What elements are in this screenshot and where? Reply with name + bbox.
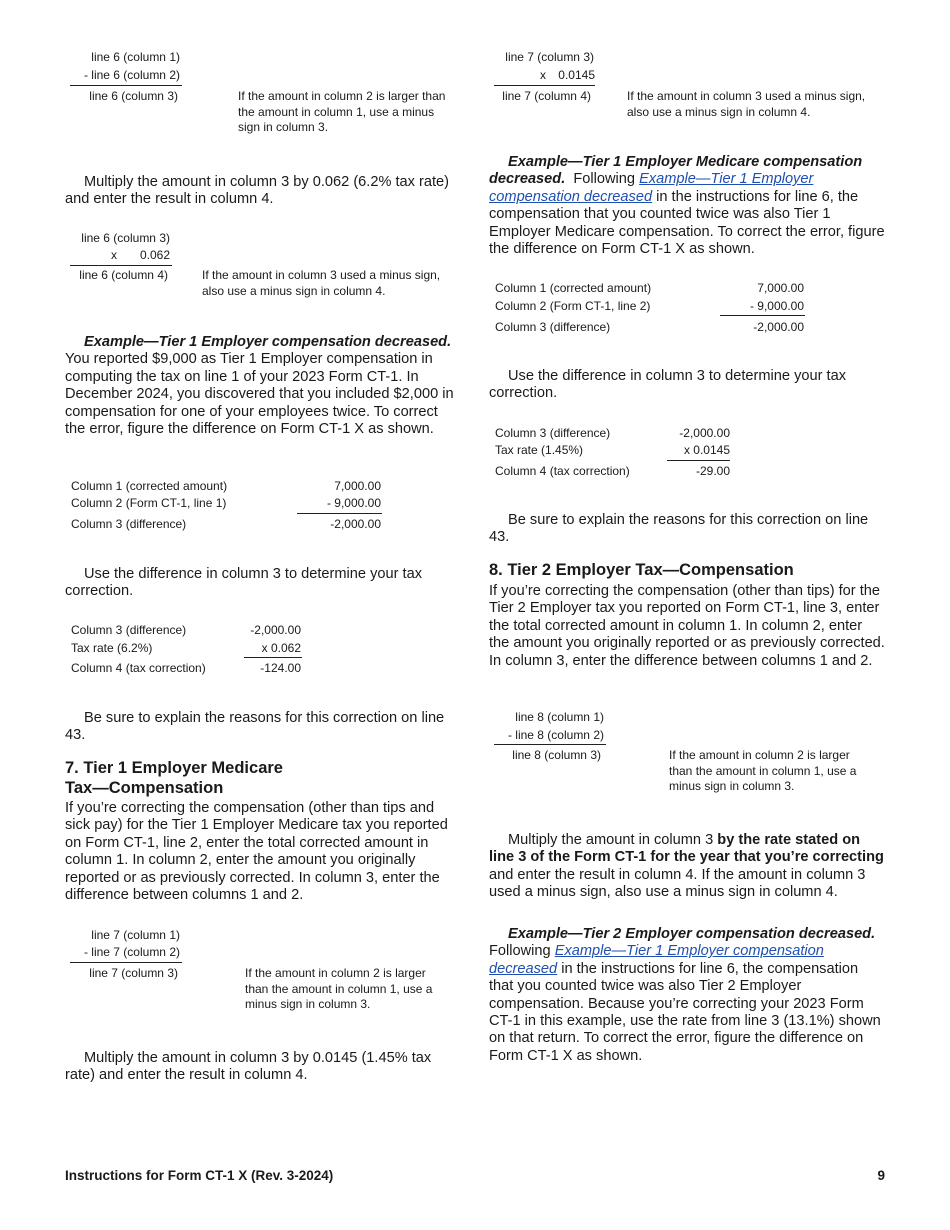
calc-line-3: line 8 (column 3) xyxy=(512,748,601,762)
divider xyxy=(70,85,182,86)
example-body: in the instructions for line 6, the compensation that you counted twice was also Tier 1 Employer Medicare compensation. To correct the error, figure the difference on Form CT-1 X as shown. xyxy=(489,188,885,258)
table-value: -29.00 xyxy=(695,464,730,478)
paragraph-multiply-7: Multiply the amount in column 3 by 0.0145 (1.45% tax rate) and enter the result in column 4. xyxy=(65,1050,432,1084)
table-label: Tax rate (6.2%) xyxy=(71,641,153,655)
calc-line-3: line 6 (column 3) xyxy=(89,89,178,103)
calc-multiply-sign: x xyxy=(111,248,117,262)
divider xyxy=(720,315,805,316)
table-value: x 0.062 xyxy=(261,641,301,655)
divider xyxy=(494,744,606,745)
divider xyxy=(70,265,172,266)
paragraph-explain: Be sure to explain the reasons for this correction on line 43. xyxy=(65,710,445,744)
example-body: You reported $9,000 as Tier 1 Employer compensation in computing the tax on line 1 of your 2023 Form CT-1. In December 2024, you discovered that you included $2,000 in compensation for one of your employees twice. To correct the error, figure the difference on Form CT-1 X as shown. xyxy=(65,351,454,438)
paragraph-use-difference: Use the difference in column 3 to determine your tax correction. xyxy=(489,368,847,402)
table-label: Column 2 (Form CT-1, line 1) xyxy=(71,496,227,510)
table-value: -2,000.00 xyxy=(330,517,381,531)
example-title: Example—Tier 1 Employer Medicare compensation decreased. xyxy=(489,154,863,188)
calc-line-1: line 8 (column 1) xyxy=(515,710,604,724)
table-label: Tax rate (1.45%) xyxy=(495,443,584,457)
table-label: Column 3 (difference) xyxy=(71,517,187,531)
calc-line-3: line 7 (column 3) xyxy=(89,966,178,980)
calc-line-2: - line 7 (column 2) xyxy=(83,945,180,959)
table-value: - 9,000.00 xyxy=(326,496,381,510)
section-heading-8: 8. Tier 2 Employer Tax—Compensation xyxy=(489,561,794,579)
calc-line-1: line 6 (column 1) xyxy=(91,50,180,64)
calc-line-2: - line 6 (column 2) xyxy=(83,68,180,82)
table-value: 7,000.00 xyxy=(757,281,804,295)
page-number: 9 xyxy=(877,1168,885,1183)
paragraph-multiply-8: Multiply the amount in column 3 by the rate stated on line 3 of the Form CT-1 for the year that you’re correcting and enter the result in column 4. If the amount in column 3 used a minus sign, also use a minus sign in column 4. xyxy=(489,832,884,901)
calc-note: If the amount in column 2 is larger than the amount in column 1, use a minus sign in column 3. xyxy=(245,966,433,1011)
example-pre: Following xyxy=(489,943,551,960)
example-paragraph xyxy=(65,334,462,438)
calc-rate: 0.0145 xyxy=(558,68,595,82)
table-value: -124.00 xyxy=(260,661,301,675)
calc-line-3: line 7 (column 4) xyxy=(502,89,591,103)
example-pre: Following xyxy=(573,171,636,188)
calc-note: If the amount in column 2 is larger than the amount in column 1, use a minus sign in column 3. xyxy=(238,89,446,134)
paragraph-use-difference: Use the difference in column 3 to determine your tax correction. xyxy=(65,566,423,600)
calc-line-1: line 7 (column 1) xyxy=(91,928,180,942)
example-link[interactable]: Example—Tier 1 Employer compensation decreased xyxy=(489,943,824,977)
table-label: Column 1 (corrected amount) xyxy=(71,479,228,493)
table-label: Column 4 (tax correction) xyxy=(71,661,206,675)
table-label: Column 3 (difference) xyxy=(495,426,611,440)
calc-note: If the amount in column 2 is larger than the amount in column 1, use a minus sign in column 3. xyxy=(669,748,857,793)
calc-rate: 0.062 xyxy=(139,248,170,262)
table-label: Column 3 (difference) xyxy=(71,623,187,637)
calc-note: If the amount in column 3 used a minus sign, also use a minus sign in column 4. xyxy=(202,268,441,298)
paragraph-multiply: Multiply the amount in column 3 by 0.062 (6.2% tax rate) and enter the result in column 4. xyxy=(65,174,450,208)
table-value: x 0.0145 xyxy=(683,443,730,457)
paragraph-explain: Be sure to explain the reasons for this correction on line 43. xyxy=(489,512,869,546)
calc-line-1: line 6 (column 3) xyxy=(81,231,170,245)
example-title: Example—Tier 2 Employer compensation decreased. xyxy=(508,926,876,942)
table-value: -2,000.00 xyxy=(753,320,804,334)
calc-note: If the amount in column 3 used a minus sign, also use a minus sign in column 4. xyxy=(627,89,866,119)
example-title: Example—Tier 1 Employer compensation decreased. xyxy=(84,334,452,350)
table-value: - 9,000.00 xyxy=(749,299,804,313)
calc-multiply-sign: x xyxy=(540,68,546,82)
divider xyxy=(244,657,302,658)
divider xyxy=(297,513,382,514)
paragraph-section-7: If you’re correcting the compensation (other than tips and sick pay) for the Tier 1 Employer Medicare tax you reported on Form CT-1, line 2, enter the total corrected amount in column 1. In column 2, enter the amount you originally reported or as previously corrected. In column 3, enter the difference between columns 1 and 2. xyxy=(65,800,448,904)
divider xyxy=(667,460,730,461)
divider xyxy=(494,85,595,86)
example-link[interactable]: Example—Tier 1 Employer compensation decreased xyxy=(489,171,814,205)
footer-title: Instructions for Form CT-1 X (Rev. 3-2024) xyxy=(65,1168,334,1183)
table-value: -2,000.00 xyxy=(250,623,301,637)
divider xyxy=(70,962,182,963)
paragraph-section-8: If you’re correcting the compensation (other than tips) for the Tier 2 Employer tax you reported on Form CT-1, line 3, enter the total corrected amount in column 1. In column 2, enter the amount you originally reported or as previously corrected. In column 3, enter the difference between columns 1 and 2. xyxy=(489,583,885,669)
example-paragraph xyxy=(489,154,886,258)
table-label: Column 3 (difference) xyxy=(495,320,611,334)
example-body: in the instructions for line 6, the compensation that you counted twice was also Tier 2 Employer compensation. Because you’re correcting your 2023 Form CT-1 in this example, use the rate from line 3 (13.1%) shown on that return. To correct the error, figure the difference on Form CT-1 X as shown. xyxy=(489,960,881,1064)
example-paragraph xyxy=(489,926,886,1065)
table-value: 7,000.00 xyxy=(334,479,381,493)
calc-line-3: line 6 (column 4) xyxy=(79,268,168,282)
section-heading-7: 7. Tier 1 Employer Medicare Tax—Compensation xyxy=(65,759,283,797)
table-label: Column 4 (tax correction) xyxy=(495,464,630,478)
table-label: Column 1 (corrected amount) xyxy=(495,281,652,295)
table-value: -2,000.00 xyxy=(679,426,730,440)
table-label: Column 2 (Form CT-1, line 2) xyxy=(495,299,651,313)
calc-line-1: line 7 (column 3) xyxy=(505,50,594,64)
calc-line-2: - line 8 (column 2) xyxy=(507,728,604,742)
